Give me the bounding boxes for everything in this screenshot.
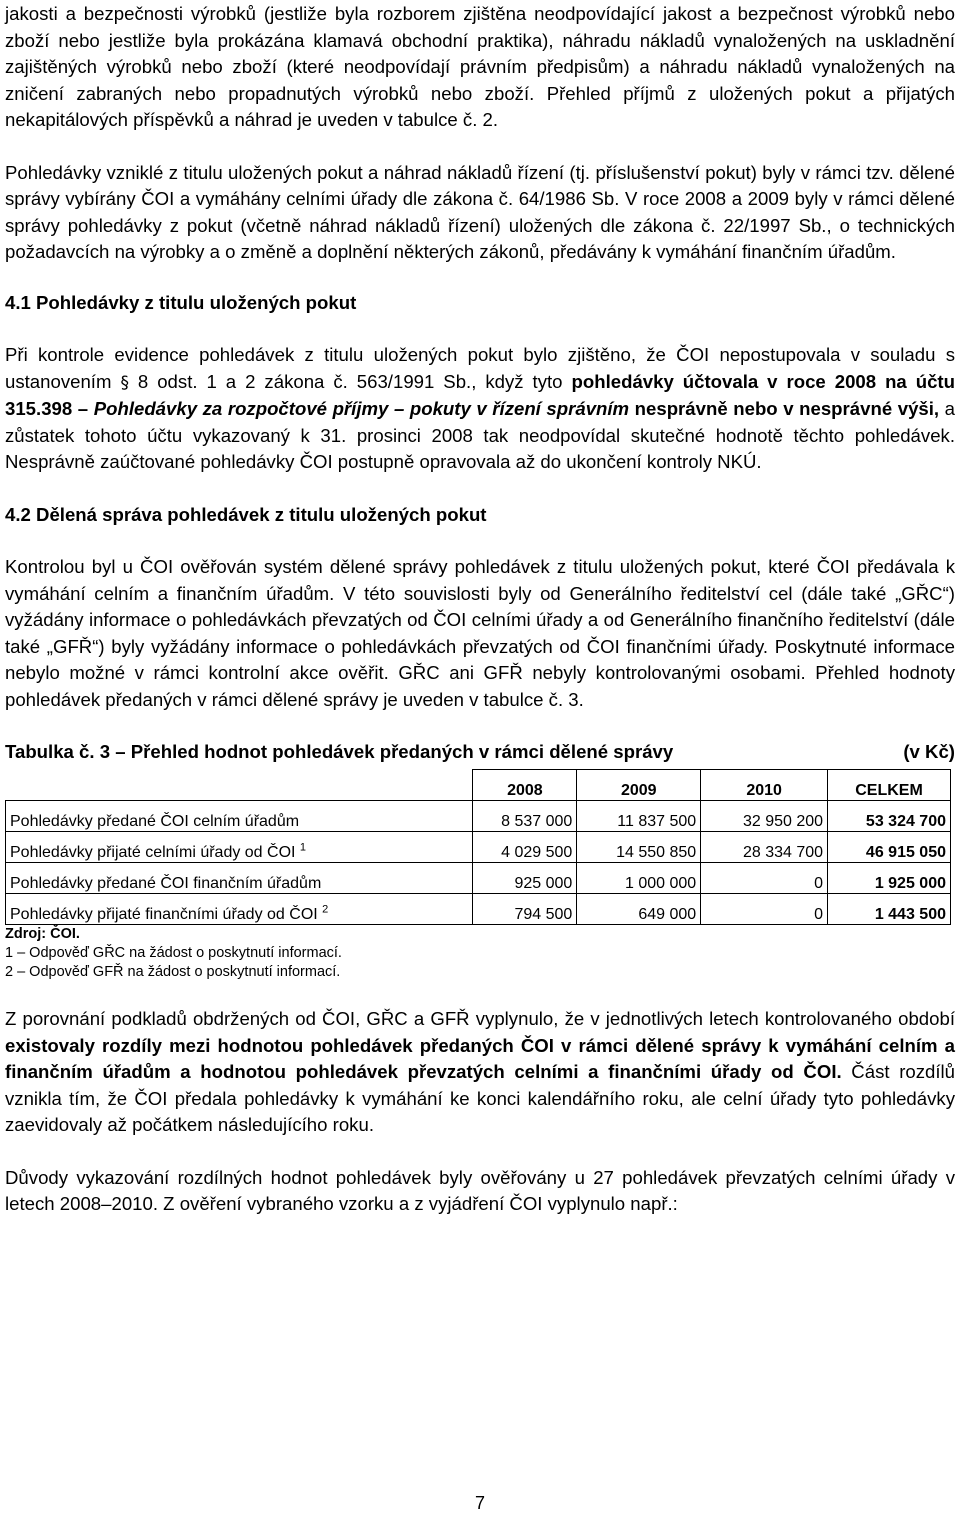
cell-total: 1 443 500 [828, 894, 951, 925]
paragraph-sign: § [120, 372, 129, 393]
document-page [5, 0, 955, 1218]
table-caption [5, 739, 955, 765]
text-4-1-bold-a: pohledávky účtovala v roce 2008 na účtu 315.398 – [5, 370, 955, 419]
cell-2010: 32 950 200 [701, 801, 828, 832]
table-header-total: CELKEM [828, 770, 951, 801]
text-4-1-bold-b: nesprávně nebo v nesprávné výši, [629, 398, 940, 419]
text-4-1-c: a zůstatek tohoto účtu vykazovaný k 31. prosinci 2008 tak neodpovídal skutečné hodnotě těchto pohledávek. Nesprávně zaúčtované pohledávky ČOI postupně opravovala až do ukončení kontroly NKÚ. [5, 398, 956, 472]
cell-2010: 0 [701, 894, 828, 925]
cell-2009: 14 550 850 [577, 832, 701, 863]
table-row [6, 894, 951, 925]
paragraph-reasons: Důvody vykazování rozdílných hodnot pohledávek byly ověřovány u 27 pohledávek převzatých celními úřady v letech 2008–2010. Z ověření vybraného vzorku a z vyjádření ČOI vyplynulo např.: [5, 1166, 955, 1214]
text-4-1-a: Při kontrole evidence pohledávek z titulu uložených pokut bylo zjištěno, že ČOI nepostupovala v souladu s ustanovením [5, 344, 955, 392]
row-label [6, 894, 473, 925]
table-header-2010: 2010 [701, 770, 828, 801]
cell-2009: 11 837 500 [577, 801, 701, 832]
paragraph-4-2: Kontrolou byl u ČOI ověřován systém dělené správy pohledávek z titulu uložených pokut, které ČOI předávala k vymáhání celním a finančním úřadům. V této souvislosti byly od Generálního ředitelství cel (dále také „GŘC“) vyžádány informace o pohledávkách převzatých od ČOI celními úřady a od Generálního finančního ředitelství (dále také „GFŘ“) byly vyžádány informace o pohledávkách převzatých od ČOI finančními úřady. Poskytnuté informace nebylo možné v rámci kontrolní akce ověřit. GŘC ani GFŘ nebyly kontrolovanými osobami. Přehled hodnoty pohledávek předaných v rámci dělené správy je uveden v tabulce č. 3. [5, 556, 955, 710]
section-4-1-title: 4.1 Pohledávky z titulu uložených pokut [5, 291, 357, 313]
page-number: 7 [474, 1493, 485, 1513]
table-header-row [6, 770, 951, 801]
table-title: Tabulka č. 3 – Přehled hodnot pohledávek předaných v rámci dělené správy [5, 741, 674, 762]
table-row [6, 801, 951, 832]
cell-2010: 0 [701, 863, 828, 894]
text-4-1-b: 8 odst. 1 a 2 zákona č. 563/1991 Sb., když tyto [128, 370, 572, 392]
cell-2008: 925 000 [473, 863, 577, 894]
row-label-text: Pohledávky předané ČOI finančním úřadům [10, 875, 322, 892]
paragraph-intro: jakosti a bezpečnosti výrobků (jestliže byla rozborem zjištěna neodpovídající jakost a bezpečnost výrobků nebo zboží nebo jestliže byla prokázána klamavá obchodní praktika), náhradu nákladů vynaložených na uskladnění zajištěných výrobků nebo zboží (které neodpovídají právním předpisům) a náhradu nákladů vynaložených na zničení zabraných nebo propadnutých výrobků nebo zboží. Přehled příjmů z uložených pokut a přijatých nekapitálových příspěvků a náhrad je uveden v tabulce č. 2. [5, 3, 955, 130]
text-comparison-a: Z porovnání podkladů obdržených od ČOI, GŘC a GFŘ vyplynulo, že v jednotlivých letech kontrolovaného období [5, 1008, 955, 1029]
cell-2008: 794 500 [473, 894, 577, 925]
cell-2008: 4 029 500 [473, 832, 577, 863]
table-row [6, 832, 951, 863]
row-label [6, 801, 473, 832]
row-label-text: Pohledávky přijaté celními úřady od ČOI [10, 844, 296, 861]
footnote-ref: 2 [322, 903, 329, 916]
cell-total: 1 925 000 [828, 863, 951, 894]
receivables-table [5, 769, 951, 925]
table-footnote-1: 1 – Odpověď GŘC na žádost o poskytnutí informací. [5, 945, 342, 961]
table-source: Zdroj: ČOI. [5, 926, 80, 942]
table-footnote-2: 2 – Odpověď GFŘ na žádost o poskytnutí informací. [5, 964, 341, 980]
text-comparison-bold: existovaly rozdíly mezi hodnotou pohledávek předaných ČOI v rámci dělené správy k vymáhání celním a finančním úřadům a hodnotou pohledávek převzatých celními a finančními úřady od ČOI. [5, 1034, 955, 1082]
row-label-text: Pohledávky přijaté finančními úřady od ČOI [10, 906, 318, 923]
table-notes [5, 925, 955, 982]
section-4-2-title: 4.2 Dělená správa pohledávek z titulu uložených pokut [5, 503, 487, 525]
row-label [6, 832, 473, 863]
cell-total: 53 324 700 [828, 801, 951, 832]
footnote-ref: 1 [299, 841, 307, 854]
table-unit: (v Kč) [903, 741, 955, 762]
table-header-blank [6, 770, 473, 801]
row-label [6, 863, 473, 894]
row-label-text: Pohledávky předané ČOI celním úřadům [10, 813, 300, 830]
cell-2009: 649 000 [577, 894, 701, 925]
paragraph-comparison [5, 1006, 955, 1139]
text-comparison-b: Část rozdílů vznikla tím, že ČOI předala pohledávky k vymáhání ke konci kalendářního roku, ale celní úřady tyto pohledávky zaevidovaly až počátkem následujícího roku. [5, 1061, 956, 1135]
table-header-2009: 2009 [577, 770, 701, 801]
paragraph-4-1 [5, 342, 955, 476]
cell-total: 46 915 050 [828, 832, 951, 863]
cell-2010: 28 334 700 [701, 832, 828, 863]
text-4-1-bold-italic: Pohledávky za rozpočtové příjmy – pokuty v řízení správním [93, 398, 630, 419]
table-header-2008: 2008 [473, 770, 577, 801]
cell-2009: 1 000 000 [577, 863, 701, 894]
table-row [6, 863, 951, 894]
cell-2008: 8 537 000 [473, 801, 577, 832]
paragraph-receivables: Pohledávky vzniklé z titulu uložených pokut a náhrad nákladů řízení (tj. příslušenství pokut) byly v rámci tzv. dělené správy vybírány ČOI a vymáhány celními úřady dle zákona č. 64/1986 Sb. V roce 2008 a 2009 byly v rámci dělené správy pohledávky z pokut (včetně náhrad nákladů řízení) uložených dle zákona č. 22/1997 Sb., o technických požadavcích na výrobky a o změně a doplnění některých zákonů, předávány k vymáhání finančním úřadům. [5, 161, 955, 262]
